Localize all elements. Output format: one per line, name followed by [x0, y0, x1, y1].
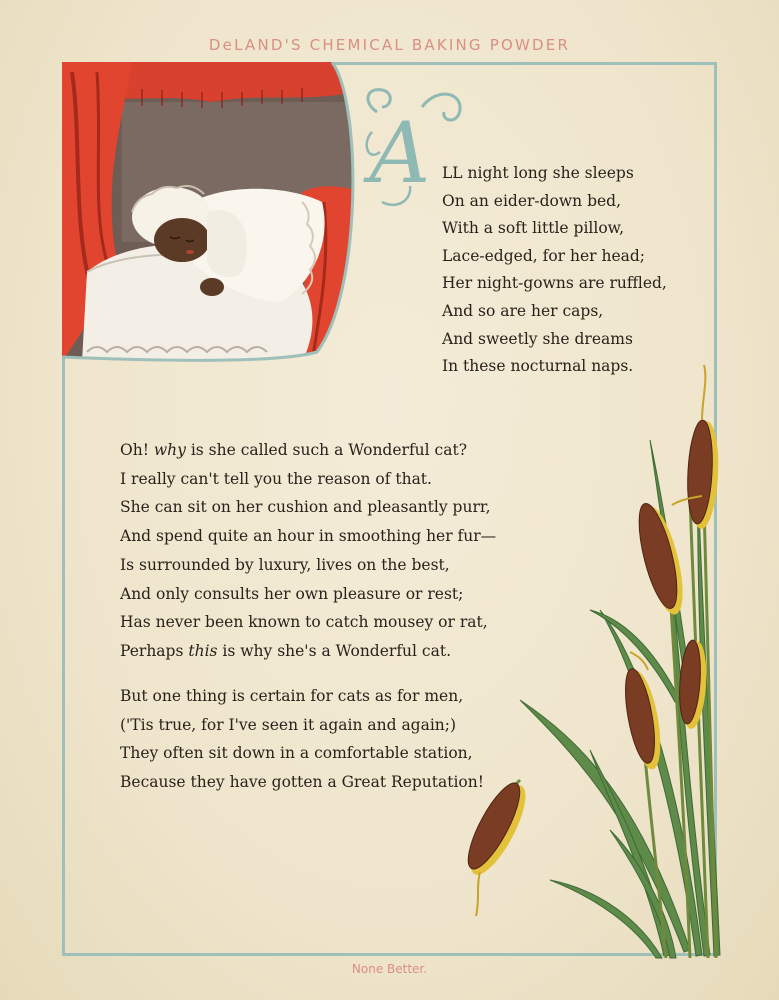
verse-line: She can sit on her cushion and pleasantly purr, [120, 498, 491, 517]
verse-text: Oh! [120, 441, 149, 459]
verse-line: ('Tis true, for I've seen it again and again;) [120, 715, 457, 734]
verse-line: And spend quite an hour in smoothing her fur— [120, 527, 497, 546]
verse-line: And sweetly she dreams [442, 329, 633, 348]
verse-one [442, 160, 667, 381]
verse-line: In these nocturnal naps. [442, 357, 634, 376]
verse-line: And only consults her own pleasure or rest; [120, 584, 464, 603]
verse-line: Lace-edged, for her head; [442, 246, 646, 265]
verse-line: LL night long she sleeps [442, 164, 634, 182]
verse-line: I really can't tell you the reason of that. [120, 469, 432, 488]
verse-line: On an eider-down bed, [442, 191, 622, 210]
verse-text: is she called such a Wonderful cat? [190, 441, 468, 459]
verse-line: But one thing is certain for cats as for men, [120, 687, 464, 705]
verse-line: They often sit down in a comfortable station, [120, 744, 473, 762]
verse-line: Has never been known to catch mousey or rat, [120, 613, 488, 632]
drop-cap-letter: A [369, 104, 431, 202]
cattails-illustration [440, 360, 730, 960]
verse-line: Because they have gotten a Great Reputation! [120, 772, 484, 791]
verse-line: And so are her caps, [442, 301, 604, 320]
verse-line: Her night-gowns are ruffled, [442, 274, 667, 293]
page-footer: None Better. [351, 962, 428, 976]
verse-line: With a soft little pillow, [442, 219, 625, 238]
page-header: DeLAND'S CHEMICAL BAKING POWDER [208, 36, 571, 54]
verse-text: Perhaps [120, 641, 184, 660]
verse-italic-word: why [153, 441, 186, 459]
sleeping-child-illustration [62, 62, 362, 372]
verse-three [120, 682, 484, 796]
verse-text: is why she's a Wonderful cat. [222, 641, 451, 660]
verse-italic-word: this [188, 641, 218, 660]
verse-line: Is surrounded by luxury, lives on the best, [120, 555, 450, 574]
